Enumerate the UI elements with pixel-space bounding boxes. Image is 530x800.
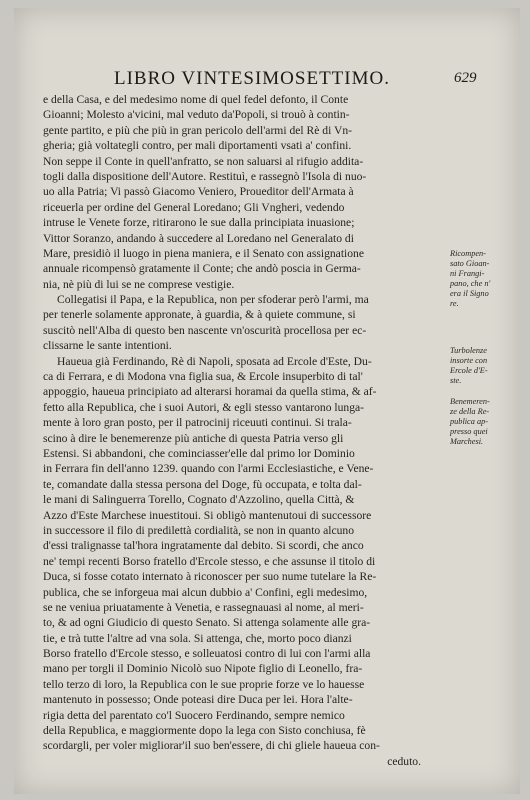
marginal-note-line: insorte con: [450, 356, 488, 365]
text-line: Azzo d'Este Marchese inuestitoui. Si obligò mantenutoui di successore: [43, 508, 372, 522]
marginal-note-line: Ricompen-: [450, 249, 486, 258]
marginal-note-line: era il Signo: [450, 289, 489, 298]
marginal-note-line: pano, che n': [450, 279, 491, 288]
page-number: 629: [454, 70, 477, 86]
marginal-note-line: re.: [450, 299, 459, 308]
text-line: nia, nè più di lui se ne comprese vestigie.: [43, 277, 235, 291]
marginal-note: [450, 346, 512, 386]
text-line: tello terzo di loro, la Republica con le sue proprie forze ve lo hauesse: [43, 677, 365, 691]
text-line: gheria; già voltategli contro, per mali diportamenti vsati a' confini.: [43, 139, 352, 153]
text-line: della Republica, e maggiormente dopo la lega con Sisto conchiusa, fè: [43, 724, 366, 738]
text-line: scino à dire le benemerenze più antiche di questa Patria verso gli: [43, 431, 344, 445]
text-line: Duca, si fosse cotato internato à riconoscer per suo nume tutelare la Re-: [43, 570, 377, 584]
text-line: d'essi tralignasse tal'hora ingratamente dal debito. Si scordi, che anco: [43, 539, 364, 553]
marginal-note-line: Turbolenze: [450, 346, 487, 355]
marginal-note-line: presso quei: [450, 427, 488, 436]
text-line: Non seppe il Conte in quell'anfratto, se non saluarsi al rifugio addita-: [43, 154, 364, 168]
marginal-note: [450, 397, 512, 447]
text-line: in successore il filo di predilettà cordialità, se non in quanto alcuno: [43, 523, 355, 537]
text-line: Estensi. Si abbandoni, che cominciasser'elle dal primo lor Dominio: [43, 446, 355, 460]
text-line: tie, e trà tutte l'altre ad vna sola. Si attenga, che, morto poco dianzi: [43, 631, 352, 645]
text-line: to, & ad ogni Giudicio di questo Senato. Si attenga solamente alle gra-: [43, 616, 371, 630]
text-line: suscitò nell'Alba di questo ben nascente vn'oscurità procellosa per ec-: [43, 323, 367, 337]
body-text: [43, 92, 435, 769]
text-line: e della Casa, e del medesimo nome di quel fedel defonto, il Conte: [43, 93, 349, 106]
text-line: ceduto.: [387, 754, 421, 768]
text-line: publica, che se inforgeua mai alcun dubbio a' Confini, egli medesimo,: [43, 585, 368, 599]
marginal-note: [450, 249, 512, 309]
text-line: clissarne le sante intentioni.: [43, 339, 172, 353]
text-line: se ne veniua priuatamente à Venetia, e rassegnauasi al nome, al meri-: [43, 600, 364, 614]
text-line: Mare, presidiò il luogo in piena maniera, e il Senato con assignatione: [43, 246, 364, 260]
running-title: LIBRO VINTESIMOSETTIMO.: [114, 68, 390, 89]
page-header: [14, 68, 520, 90]
marginal-note-line: Ercole d'E-: [450, 366, 488, 375]
text-line: togli dalla dispositione dell'Autore. Restituì, e rassegnò l'Isola di nuo-: [43, 169, 367, 183]
text-line: mano per torgli il Dominio Nicolò suo Nipote figlio di Leonello, fra-: [43, 662, 363, 676]
text-line: ne' tempi recenti Borso fratello d'Ercole stesso, e che assunse il titolo di: [43, 554, 376, 568]
marginal-note-line: Benemeren-: [450, 397, 490, 406]
text-line: gente partito, e più che più in gran pericolo dell'armi del Rè di Vn-: [43, 123, 353, 137]
text-line: appoggio, haueua principiato ad alterarsi horamai da quella stima, & af-: [43, 385, 377, 399]
text-line: Haueua già Ferdinando, Rè di Napoli, sposata ad Ercole d'Este, Du-: [57, 354, 372, 368]
text-line: mente à loro gran posto, per il patrocinij riceuuti continui. Si trala-: [43, 416, 352, 430]
marginal-note-line: ni Frangi-: [450, 269, 485, 278]
text-line: in Ferrara fin dell'anno 1239. quando con l'armi Ecclesiastiche, e Vene-: [43, 462, 374, 476]
text-line: Collegatisi il Papa, e la Republica, non per sfoderar però l'armi, ma: [57, 293, 369, 307]
book-page: [14, 8, 520, 794]
marginal-note-line: publica ap-: [450, 417, 489, 426]
text-line: mantenuto in possesso; Onde poteasi dire Duca per lei. Hora l'alte-: [43, 693, 353, 707]
text-line: scordargli, per voler migliorar'il suo ben'essere, di chi gliele haueua con-: [43, 739, 380, 753]
text-line: per tenerle solamente appronate, à guardia, & à quiete commune, si: [43, 308, 356, 322]
marginal-note-line: sato Gioan-: [450, 259, 490, 268]
text-line: Gioanni; Molesto a'vicini, mal veduto da'Popoli, si trouò à contin-: [43, 108, 350, 122]
text-line: Vittor Soranzo, andando à succedere al Loredano nel Generalato di: [43, 231, 354, 245]
marginal-note-line: ste.: [450, 376, 462, 385]
text-line: intruse le Venete forze, ritirarono le sue dalla principiata inuasione;: [43, 216, 355, 230]
text-line: Borso fratello d'Ercole stesso, e solleuatosi contro di lui con l'armi alla: [43, 647, 371, 661]
text-line: rigia detta del parentato co'l Suocero Ferdinando, sempre nemico: [43, 708, 345, 722]
marginal-note-line: ze della Re-: [450, 407, 490, 416]
text-line: ca di Ferrara, e di Modona vna figlia sua, & Ercole insuperbito di tal': [43, 370, 363, 384]
text-line: annuale ricompensò gratamente il Conte; che andò poscia in Germa-: [43, 262, 361, 276]
text-line: riceuerla per ordine del General Loredano; Gli Vngheri, vedendo: [43, 200, 345, 214]
text-line: le mani di Salinguerra Torello, Cognato d'Azzolino, quella Città, &: [43, 493, 355, 507]
text-line: uo alla Patria; Vi passò Giacomo Veniero, Proueditor dell'Armata à: [43, 185, 354, 199]
marginal-note-line: Marchesi.: [450, 437, 484, 446]
text-line: fetto alla Republica, che i suoi Autori, & egli stesso vantarono lunga-: [43, 400, 365, 414]
text-line: te, comandate dalla stessa persona del Doge, fù occupata, e tolta dal-: [43, 477, 362, 491]
